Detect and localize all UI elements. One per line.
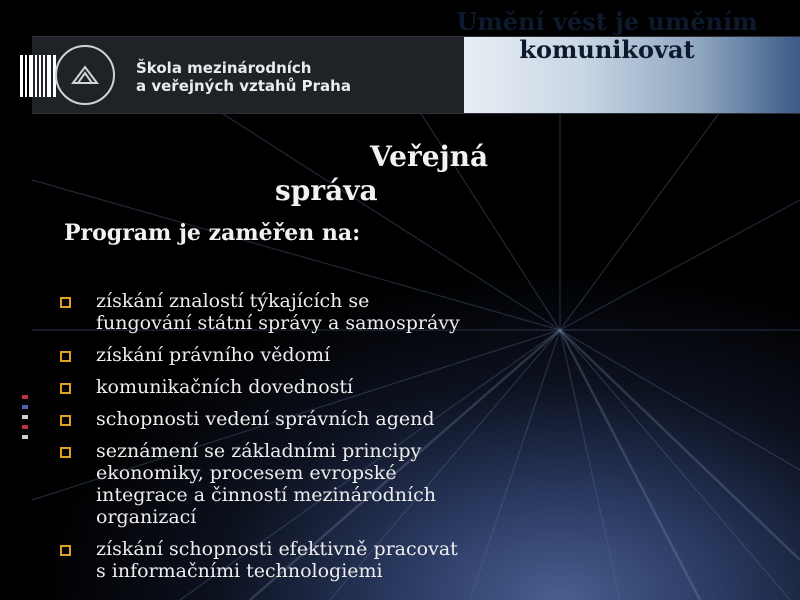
school-logo [55,45,115,105]
bullet-square-icon [60,351,71,362]
bullet-text-line: získání znalostí týkajících se [96,290,370,312]
title-line1: Veřejná [370,140,489,173]
bullet-text-line: organizací [96,506,197,528]
bullet-item [60,408,540,430]
bullet-text-line: fungování státní správy a samosprávy [96,312,460,334]
motto-line2: komunikovat [519,35,695,64]
school-name [136,59,351,95]
bullet-text-line: s informačními technologiemi [96,560,383,582]
bullet-text-line: ekonomiky, procesem evropské [96,462,397,484]
motto-line1: Umění vést je uměním [456,7,758,36]
bullet-text-line: komunikačních dovedností [96,376,354,398]
bullet-list [60,290,540,592]
school-name-line2: a veřejných vztahů Praha [136,77,351,95]
bullet-item [60,376,540,398]
bullet-item [60,440,540,528]
bullet-text-line: schopnosti vedení správních agend [96,408,435,430]
slide-title [250,140,550,208]
bullet-square-icon [60,383,71,394]
slide-subtitle: Program je zaměřen na: [64,220,361,246]
bullet-item [60,538,540,582]
logo-emblem-icon [71,63,99,87]
strip-marks [22,395,28,455]
bullet-text-line: získání právního vědomí [96,344,331,366]
bullet-text-line: seznámení se základními principy [96,440,422,462]
title-line2: správa [275,174,378,207]
motto [440,8,774,64]
bullet-item [60,344,540,366]
school-name-line1: Škola mezinárodních [136,59,312,77]
bullet-square-icon [60,447,71,458]
bullet-item [60,290,540,334]
bullet-square-icon [60,415,71,426]
bullet-square-icon [60,545,71,556]
barcode-graphic [20,55,56,97]
bullet-text-line: integrace a činností mezinárodních [96,484,436,506]
bullet-square-icon [60,297,71,308]
bullet-text-line: získání schopnosti efektivně pracovat [96,538,458,560]
